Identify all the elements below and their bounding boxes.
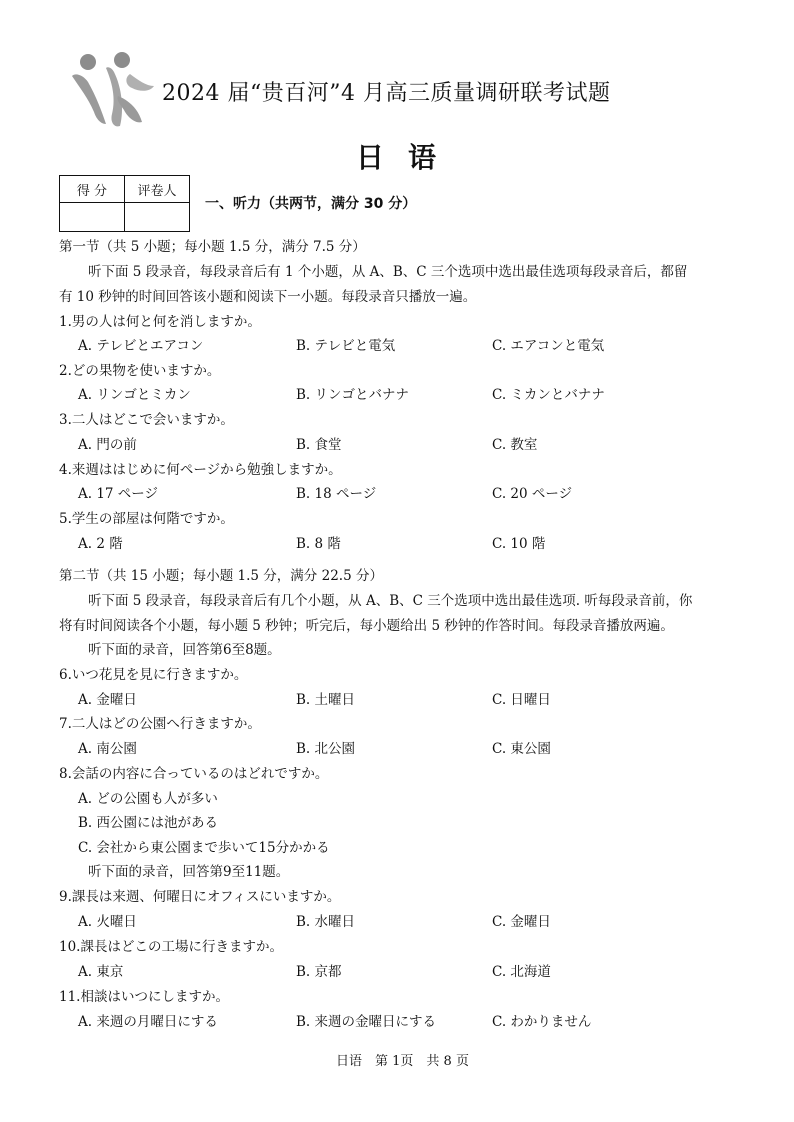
question-9: 9.課長は来週、何曜日にオフィスにいますか。 [59,889,341,905]
section2-title: 第二节（共 15 小题；每小题 1.5 分，满分 22.5 分） [59,568,383,584]
q1-option-a[interactable]: A. テレビとエアコン [78,338,204,354]
grader-cell[interactable] [125,203,190,232]
q7-option-c[interactable]: C. 東公園 [492,741,551,757]
section2-instructions: 听下面 5 段录音，每段录音后有几个小题，从 A、B、C 三个选项中选出最佳选项. 听每段录音前，你 [88,593,693,609]
subject-title: 日语 [356,141,461,174]
q6-option-c[interactable]: C. 日曜日 [492,692,551,708]
q7-option-a[interactable]: A. 南公園 [78,741,137,757]
q3-option-a[interactable]: A. 門の前 [78,437,137,453]
q11-option-a[interactable]: A. 来週の月曜日にする [78,1014,218,1030]
q3-option-c[interactable]: C. 教室 [492,437,538,453]
question-1: 1.男の人は何と何を消しますか。 [59,314,261,330]
q5-option-c[interactable]: C. 10 階 [492,536,546,552]
group1-intro: 听下面的录音，回答第6至8题。 [88,642,281,658]
part1-heading: 一、听力（共两节，满分 30 分） [205,196,417,212]
q8-option-c[interactable]: C. 会社から東公園まで歩いて15分かかる [78,840,330,856]
q10-option-a[interactable]: A. 東京 [78,964,124,980]
question-6: 6.いつ花見を見に行きますか。 [59,667,248,683]
grader-header: 评卷人 [125,176,190,203]
q1-option-c[interactable]: C. エアコンと電気 [492,338,605,354]
score-header: 得 分 [60,176,125,203]
question-7: 7.二人はどの公園へ行きますか。 [59,716,261,732]
page-footer: 日语 第 1页 共 8 页 [336,1054,469,1069]
section1-title: 第一节（共 5 小题；每小题 1.5 分，满分 7.5 分） [59,239,366,255]
question-4: 4.来週ははじめに何ページから勉強しますか。 [59,462,342,478]
question-11: 11.相談はいつにしますか。 [59,989,229,1005]
question-3: 3.二人はどこで会いますか。 [59,412,234,428]
q2-option-b[interactable]: B. リンゴとバナナ [296,387,410,403]
q11-option-c[interactable]: C. わかりません [492,1014,592,1030]
q6-option-b[interactable]: B. 土曜日 [296,692,356,708]
q8-option-b[interactable]: B. 西公園には池がある [78,815,219,831]
q8-option-a[interactable]: A. どの公園も人が多い [78,791,218,807]
q2-option-c[interactable]: C. ミカンとバナナ [492,387,605,403]
q4-option-b[interactable]: B. 18 ページ [296,486,377,502]
q11-option-b[interactable]: B. 来週の金曜日にする [296,1014,437,1030]
score-cell[interactable] [60,203,125,232]
section1-instructions: 听下面 5 段录音，每段录音后有 1 个小题，从 A、B、C 三个选项中选出最佳选项每段录音后，都留 [88,264,688,280]
q10-option-b[interactable]: B. 京都 [296,964,342,980]
group2-intro: 听下面的录音，回答第9至11题。 [88,864,290,880]
q3-option-b[interactable]: B. 食堂 [296,437,342,453]
q10-option-c[interactable]: C. 北海道 [492,964,551,980]
question-8: 8.会話の内容に合っているのはどれですか。 [59,766,329,782]
question-10: 10.課長はどこの工場に行きますか。 [59,939,283,955]
question-5: 5.学生の部屋は何階ですか。 [59,511,234,527]
q7-option-b[interactable]: B. 北公園 [296,741,356,757]
q1-option-b[interactable]: B. テレビと電気 [296,338,396,354]
question-2: 2.どの果物を使いますか。 [59,363,221,379]
score-table [59,175,190,232]
exam-title: 2024 届“贵百河”4 月高三质量调研联考试题 [162,81,611,106]
q6-option-a[interactable]: A. 金曜日 [78,692,137,708]
q4-option-a[interactable]: A. 17 ページ [78,486,159,502]
logo-icon [66,52,158,134]
q5-option-b[interactable]: B. 8 階 [296,536,341,552]
q9-option-a[interactable]: A. 火曜日 [78,914,137,930]
q4-option-c[interactable]: C. 20 ページ [492,486,573,502]
q2-option-a[interactable]: A. リンゴとミカン [78,387,191,403]
section2-instructions-cont: 将有时间阅读各个小题，每小题 5 秒钟；听完后，每小题给出 5 秒钟的作答时间。每段录音播放两遍。 [59,618,674,634]
q9-option-c[interactable]: C. 金曜日 [492,914,551,930]
q5-option-a[interactable]: A. 2 階 [78,536,123,552]
q9-option-b[interactable]: B. 水曜日 [296,914,356,930]
section1-instructions-cont: 有 10 秒钟的时间回答该小题和阅读下一小题。每段录音只播放一遍。 [59,289,477,305]
